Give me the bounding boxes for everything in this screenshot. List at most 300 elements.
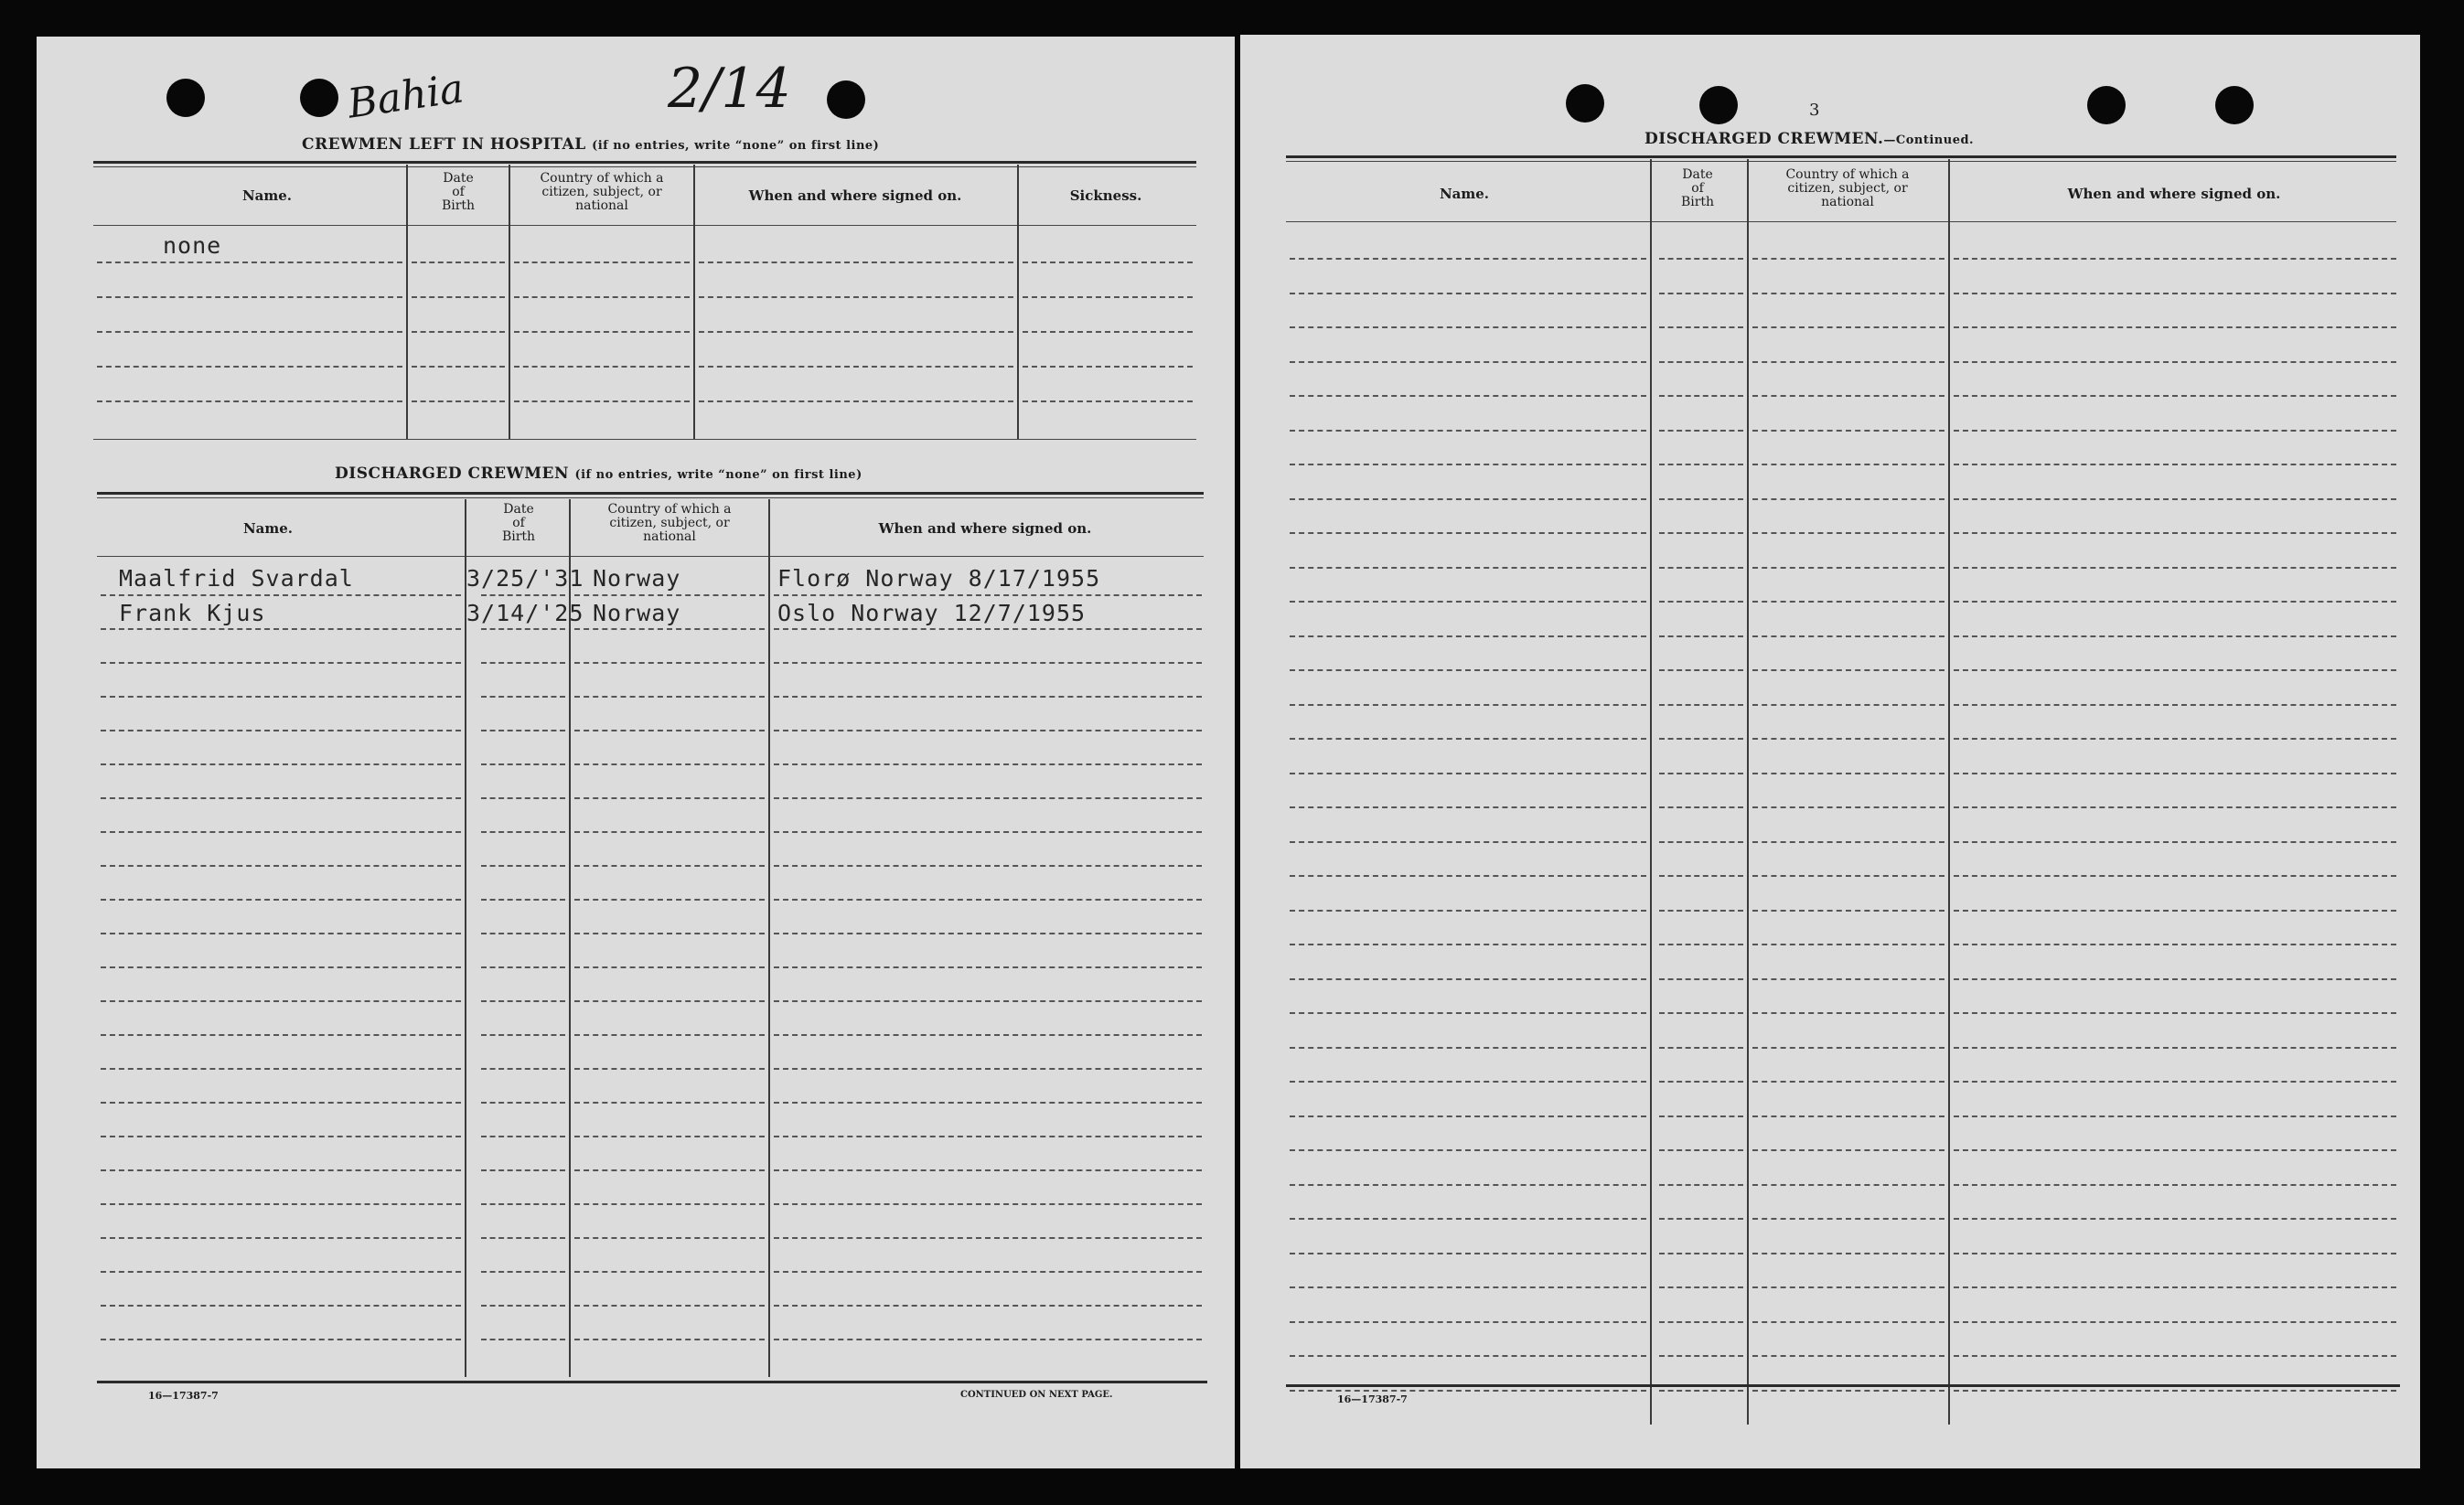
hospital-title-text: CREWMEN LEFT IN HOSPITAL <box>302 135 586 154</box>
entry-line <box>1290 1218 1646 1220</box>
entry-line <box>1290 258 1646 260</box>
entry-line <box>1954 1047 2396 1049</box>
entry-line <box>774 831 1202 833</box>
entry-line <box>574 1237 765 1239</box>
entry-line <box>1954 1149 2396 1151</box>
col-text: Birth <box>501 529 536 544</box>
col-text: of <box>452 185 465 199</box>
entry-line <box>1954 669 2396 671</box>
entry-line <box>514 262 690 263</box>
entry-line <box>1659 875 1743 877</box>
entry-line <box>574 1271 765 1273</box>
entry-line <box>1659 1218 1743 1220</box>
entry-line <box>1954 806 2396 808</box>
entry-line <box>1659 498 1743 500</box>
entry-line <box>1290 875 1646 877</box>
entry-line <box>1290 635 1646 637</box>
hospital-bottom-rule <box>93 439 1196 440</box>
entry-line <box>1023 296 1193 298</box>
column-divider <box>1650 159 1652 1425</box>
entry-line <box>1290 601 1646 603</box>
entry-line <box>481 696 565 698</box>
discharged-col-name: Name. <box>242 520 294 537</box>
right-col-name: Name. <box>1439 186 1490 202</box>
entry-line <box>774 966 1202 968</box>
entry-line <box>1752 532 1944 534</box>
entry-line <box>774 1102 1202 1104</box>
entry-line <box>1659 910 1743 912</box>
entry-line <box>574 594 765 596</box>
entry-line <box>699 331 1013 333</box>
entry-line <box>481 1339 565 1340</box>
entry-line <box>101 628 461 630</box>
entry-line <box>481 1000 565 1002</box>
hospital-entry: none <box>163 232 222 259</box>
entry-line <box>1954 532 2396 534</box>
entry-line <box>481 1237 565 1239</box>
discharged-title-text: DISCHARGED CREWMEN <box>335 464 570 483</box>
entry-line <box>1659 738 1743 740</box>
entry-line <box>1752 361 1944 363</box>
entry-line <box>1659 532 1743 534</box>
entry-line <box>1290 1115 1646 1117</box>
entry-line <box>774 696 1202 698</box>
entry-line <box>101 696 461 698</box>
discharged-cell-country: Norway <box>593 600 681 626</box>
discharged-cell-dob: 3/25/'31 <box>466 565 584 592</box>
left-page <box>37 37 1235 1468</box>
entry-line <box>1659 1253 1743 1254</box>
entry-line <box>774 933 1202 934</box>
entry-line <box>514 366 690 368</box>
entry-line <box>101 1068 461 1070</box>
entry-line <box>101 662 461 664</box>
entry-line <box>1752 944 1944 945</box>
entry-line <box>1752 806 1944 808</box>
entry-line <box>1659 978 1743 980</box>
entry-line <box>97 296 402 298</box>
entry-line <box>574 1136 765 1137</box>
entry-line <box>97 262 402 263</box>
entry-line <box>1659 1321 1743 1323</box>
entry-line <box>1954 1081 2396 1083</box>
entry-line <box>412 262 505 263</box>
discharged-cell-country: Norway <box>593 565 681 592</box>
entry-line <box>1290 1047 1646 1049</box>
entry-line <box>774 1000 1202 1002</box>
entry-line <box>481 966 565 968</box>
entry-line <box>1954 1390 2396 1392</box>
entry-line <box>774 763 1202 765</box>
entry-line <box>1954 1184 2396 1186</box>
entry-line <box>1954 1115 2396 1117</box>
entry-line <box>1752 567 1944 569</box>
handwritten-date: 2/14 <box>668 57 791 121</box>
column-divider <box>768 499 770 1377</box>
entry-line <box>574 662 765 664</box>
entry-line <box>774 797 1202 799</box>
col-text: citizen, subject, or <box>541 185 662 199</box>
entry-line <box>1954 841 2396 843</box>
entry-line <box>101 1237 461 1239</box>
entry-line <box>1290 841 1646 843</box>
entry-line <box>1659 395 1743 397</box>
col-text: Date <box>443 171 474 186</box>
entry-line <box>1659 635 1743 637</box>
discharged-col-dob <box>468 503 569 544</box>
entry-line <box>1659 258 1743 260</box>
discharged-cell-dob: 3/14/'25 <box>466 600 584 626</box>
punch-hole <box>827 80 865 119</box>
entry-line <box>481 1203 565 1205</box>
entry-line <box>1659 1184 1743 1186</box>
entry-line <box>101 1271 461 1273</box>
entry-line <box>481 865 565 867</box>
entry-line <box>1659 293 1743 294</box>
entry-line <box>1752 1253 1944 1254</box>
entry-line <box>1954 738 2396 740</box>
discharged-section-title <box>335 464 862 483</box>
entry-line <box>1290 910 1646 912</box>
entry-line <box>101 1305 461 1307</box>
entry-line <box>1954 498 2396 500</box>
punch-hole <box>1566 84 1604 123</box>
entry-line <box>1659 704 1743 706</box>
column-divider <box>1017 165 1019 439</box>
entry-line <box>774 1169 1202 1171</box>
col-text: national <box>643 529 696 544</box>
entry-line <box>1954 567 2396 569</box>
column-divider <box>1747 159 1749 1425</box>
entry-line <box>1752 669 1944 671</box>
entry-line <box>1954 601 2396 603</box>
entry-line <box>1290 773 1646 774</box>
column-divider <box>569 499 571 1377</box>
entry-line <box>774 1203 1202 1205</box>
entry-line <box>774 1339 1202 1340</box>
column-divider <box>406 165 408 439</box>
entry-line <box>1290 738 1646 740</box>
entry-line <box>1290 464 1646 465</box>
entry-line <box>1752 1012 1944 1014</box>
entry-line <box>101 763 461 765</box>
entry-line <box>1659 841 1743 843</box>
entry-line <box>97 366 402 368</box>
entry-line <box>1290 326 1646 328</box>
entry-line <box>97 400 402 402</box>
col-text: national <box>1821 195 1874 209</box>
entry-line <box>412 331 505 333</box>
entry-line <box>1752 395 1944 397</box>
entry-line <box>101 933 461 934</box>
entry-line <box>1954 326 2396 328</box>
entry-line <box>412 366 505 368</box>
entry-line <box>1290 978 1646 980</box>
punch-hole <box>1699 86 1738 124</box>
discharged-top-rule <box>97 492 1204 495</box>
entry-line <box>1954 258 2396 260</box>
entry-line <box>1954 395 2396 397</box>
entry-line <box>1954 635 2396 637</box>
entry-line <box>574 1000 765 1002</box>
entry-line <box>481 763 565 765</box>
entry-line <box>774 1068 1202 1070</box>
entry-line <box>481 1136 565 1137</box>
entry-line <box>1290 1355 1646 1357</box>
right-top-rule-2 <box>1286 161 2396 162</box>
punch-hole <box>2087 86 2126 124</box>
entry-line <box>574 899 765 901</box>
hospital-top-rule-2 <box>93 166 1196 167</box>
entry-line <box>1290 1081 1646 1083</box>
page-number: 3 <box>1809 101 1820 120</box>
continued-note: CONTINUED ON NEXT PAGE. <box>960 1390 1113 1400</box>
entry-line <box>1752 601 1944 603</box>
right-section-title <box>1644 130 1974 148</box>
entry-line <box>1752 1115 1944 1117</box>
entry-line <box>412 400 505 402</box>
entry-line <box>101 797 461 799</box>
entry-line <box>101 730 461 731</box>
col-text: Country of which a <box>540 171 664 186</box>
punch-hole <box>2215 86 2254 124</box>
column-divider <box>509 165 510 439</box>
entry-line <box>1752 258 1944 260</box>
entry-line <box>1954 1355 2396 1357</box>
entry-line <box>101 1034 461 1036</box>
entry-line <box>1659 1115 1743 1117</box>
column-divider <box>693 165 695 439</box>
entry-line <box>574 696 765 698</box>
entry-line <box>1752 498 1944 500</box>
entry-line <box>1954 1253 2396 1254</box>
entry-line <box>1659 1081 1743 1083</box>
entry-line <box>1954 978 2396 980</box>
form-number: 16—17387-7 <box>148 1390 219 1402</box>
entry-line <box>514 296 690 298</box>
entry-line <box>1290 1012 1646 1014</box>
punch-hole <box>300 79 338 117</box>
right-title-suffix: —Continued. <box>1883 133 1975 147</box>
entry-line <box>1659 669 1743 671</box>
entry-line <box>1659 1355 1743 1357</box>
entry-line <box>1659 1390 1743 1392</box>
hospital-col-sickness: Sickness. <box>1069 187 1142 204</box>
entry-line <box>1290 1253 1646 1254</box>
entry-line <box>481 899 565 901</box>
discharged-cell-signed: Oslo Norway 12/7/1955 <box>777 600 1087 626</box>
entry-line <box>774 1305 1202 1307</box>
entry-line <box>774 628 1202 630</box>
entry-line <box>481 1305 565 1307</box>
hospital-header-rule <box>93 225 1196 226</box>
entry-line <box>481 797 565 799</box>
entry-line <box>1290 532 1646 534</box>
entry-line <box>774 1136 1202 1137</box>
entry-line <box>774 1271 1202 1273</box>
entry-line <box>774 865 1202 867</box>
entry-line <box>574 1034 765 1036</box>
entry-line <box>1954 1012 2396 1014</box>
entry-line <box>1954 1218 2396 1220</box>
entry-line <box>1752 738 1944 740</box>
entry-line <box>1290 806 1646 808</box>
entry-line <box>574 797 765 799</box>
entry-line <box>1290 430 1646 432</box>
discharged-cell-name: Maalfrid Svardal <box>119 565 354 592</box>
entry-line <box>101 966 461 968</box>
entry-line <box>1752 1047 1944 1049</box>
entry-line <box>1290 1286 1646 1288</box>
entry-line <box>481 1271 565 1273</box>
entry-line <box>1659 464 1743 465</box>
entry-line <box>101 899 461 901</box>
right-col-dob <box>1650 168 1745 209</box>
entry-line <box>699 400 1013 402</box>
entry-line <box>1752 1218 1944 1220</box>
entry-line <box>1752 1321 1944 1323</box>
hospital-subtitle-text: (if no entries, write “none” on first line) <box>592 139 880 153</box>
entry-line <box>774 662 1202 664</box>
entry-line <box>101 594 461 596</box>
punch-hole <box>166 79 205 117</box>
discharged-top-rule-2 <box>97 497 1204 498</box>
col-text: Birth <box>441 198 476 213</box>
entry-line <box>1752 841 1944 843</box>
entry-line <box>101 1169 461 1171</box>
entry-line <box>1290 293 1646 294</box>
entry-line <box>1752 326 1944 328</box>
entry-line <box>1752 1184 1944 1186</box>
entry-line <box>1752 635 1944 637</box>
hospital-section-title <box>302 135 879 154</box>
entry-line <box>1659 1012 1743 1014</box>
entry-line <box>101 1203 461 1205</box>
entry-line <box>481 933 565 934</box>
entry-line <box>1752 704 1944 706</box>
right-form-number: 16—17387-7 <box>1337 1393 1408 1405</box>
entry-line <box>574 933 765 934</box>
entry-line <box>1659 773 1743 774</box>
entry-line <box>481 831 565 833</box>
column-divider <box>465 499 466 1377</box>
discharged-col-country <box>573 503 766 544</box>
entry-line <box>1659 567 1743 569</box>
col-text: of <box>512 516 525 530</box>
entry-line <box>699 262 1013 263</box>
entry-line <box>574 865 765 867</box>
entry-line <box>1752 875 1944 877</box>
entry-line <box>1290 498 1646 500</box>
entry-line <box>574 1305 765 1307</box>
entry-line <box>481 1034 565 1036</box>
entry-line <box>699 366 1013 368</box>
entry-line <box>1954 1286 2396 1288</box>
entry-line <box>699 296 1013 298</box>
col-text: citizen, subject, or <box>1787 181 1908 196</box>
entry-line <box>1752 1390 1944 1392</box>
right-page <box>1240 35 2420 1468</box>
entry-line <box>1752 1149 1944 1151</box>
entry-line <box>1954 1321 2396 1323</box>
entry-line <box>1290 1321 1646 1323</box>
entry-line <box>1290 704 1646 706</box>
col-text: Country of which a <box>607 502 732 517</box>
entry-line <box>574 628 765 630</box>
entry-line <box>1954 464 2396 465</box>
entry-line <box>1752 910 1944 912</box>
col-text: Date <box>1682 167 1713 182</box>
entry-line <box>1290 1184 1646 1186</box>
entry-line <box>101 831 461 833</box>
hospital-col-name: Name. <box>241 187 293 204</box>
entry-line <box>774 594 1202 596</box>
entry-line <box>574 1102 765 1104</box>
entry-line <box>1752 430 1944 432</box>
entry-line <box>1023 262 1193 263</box>
entry-line <box>574 1169 765 1171</box>
right-col-signed: When and where signed on. <box>2067 186 2281 202</box>
discharged-col-signed: When and where signed on. <box>878 520 1092 537</box>
column-divider <box>1948 159 1950 1425</box>
entry-line <box>1752 773 1944 774</box>
entry-line <box>574 1203 765 1205</box>
entry-line <box>1290 567 1646 569</box>
col-text: of <box>1691 181 1704 196</box>
entry-line <box>1752 293 1944 294</box>
entry-line <box>1954 910 2396 912</box>
discharged-bottom-rule <box>97 1381 1207 1383</box>
entry-line <box>1023 366 1193 368</box>
entry-line <box>1659 326 1743 328</box>
entry-line <box>1954 361 2396 363</box>
entry-line <box>574 1339 765 1340</box>
entry-line <box>574 831 765 833</box>
entry-line <box>481 730 565 731</box>
entry-line <box>101 1339 461 1340</box>
entry-line <box>1659 361 1743 363</box>
hospital-col-signed: When and where signed on. <box>748 187 962 204</box>
entry-line <box>481 1068 565 1070</box>
entry-line <box>1659 430 1743 432</box>
entry-line <box>101 1000 461 1002</box>
entry-line <box>1290 395 1646 397</box>
entry-line <box>481 1102 565 1104</box>
entry-line <box>1954 875 2396 877</box>
entry-line <box>481 594 565 596</box>
entry-line <box>1954 293 2396 294</box>
discharged-header-rule <box>97 556 1204 557</box>
entry-line <box>1023 400 1193 402</box>
entry-line <box>1752 978 1944 980</box>
entry-line <box>481 1169 565 1171</box>
right-header-rule <box>1286 221 2396 222</box>
entry-line <box>1659 601 1743 603</box>
right-bottom-rule <box>1286 1384 2400 1387</box>
handwritten-port: Bahia <box>345 65 467 128</box>
entry-line <box>1752 1355 1944 1357</box>
entry-line <box>1290 361 1646 363</box>
right-col-country <box>1749 168 1946 209</box>
entry-line <box>1659 1286 1743 1288</box>
right-top-rule <box>1286 155 2396 158</box>
entry-line <box>481 662 565 664</box>
entry-line <box>1659 1047 1743 1049</box>
col-text: Birth <box>1680 195 1715 209</box>
hospital-col-dob <box>408 172 509 213</box>
discharged-cell-name: Frank Kjus <box>119 600 266 626</box>
entry-line <box>774 730 1202 731</box>
